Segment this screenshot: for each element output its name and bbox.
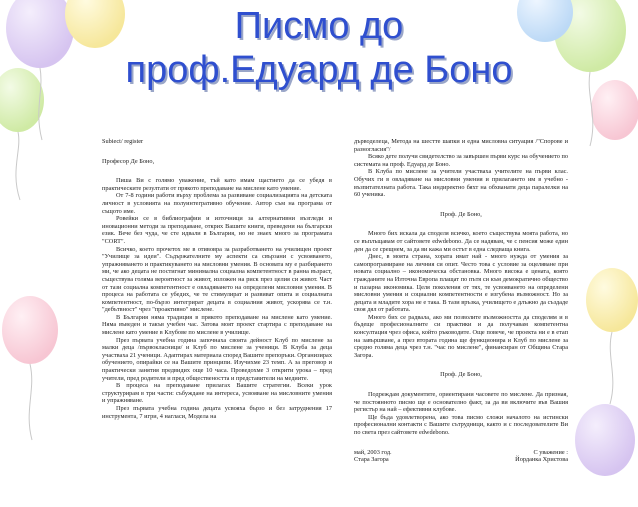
signature-left: Стара Загора xyxy=(354,456,389,464)
letter-paragraph: Ровейки се в библиографии и източници за алтернативни възгледи и иновационни методи за преподаване, открих Вашите книги, преведени на български език. Вече без чуда, че сте идвали в България, но не знаех много за програмата "CORT". xyxy=(102,215,332,245)
slide-title xyxy=(0,4,638,92)
letter-paragraph: Всичко, което прочетох ме в отивовра за разработването на училищен проект "Училище за идеи". Съдържателните му аспекти са свързани с усвояването, упражняването и практикуването на мисловни умения. В основата му е разбирането ми, че ако децата не постигнат минимална социална компетентност в ранна възраст, съществува голяма вероятност за живот, изложен на риск през целия си живот. Част от тази социална компетентност е овладяването на определени мисловни умения. В процеса на работата се убедих, че те стимулират и развиват опита и социалната компетентност, по-бързо интегрират децата в социалния живот, ускорява се т.н. "дебътвност" чрез "проактивно" мислене. xyxy=(102,245,332,314)
letter-left-column xyxy=(102,138,332,507)
letter-paragraph: Пиша Ви с голямо уважение, тъй като имам щастието да се убедя в практическите резултати от прякото преподаване на мислене като умение. xyxy=(102,177,332,192)
letter-paragraph: Ще бъда удовлетворена, ако това писмо сложи началото на истински професионални контакти с Вашите сътрудници, както и с последователите Ви по света през сайтовете edwdebono. xyxy=(354,413,568,436)
letter-paragraph: Днес, в моята страна, хората имат най - много нужда от умения за самопрограмиране на личния си опит. Често това с условие за оцеляване при новата социално – икономическа обстановка. Много висока е цената, която гражданите на Източна Европа плащат по пътя си към демократично общество и пазарна икономика. Целя поколения от тях, те усвояването на определени мисловни умения и социални компетентности е изгубена възможност. Но за децата и младите хора не е така. В тази връзка, училището е длъжно да създаде своя дял от работата. xyxy=(354,253,568,314)
letter-paragraph: Много бих искала да споделя всичко, което съществува моята работа, но се въплъщавам от сайтовете edwdebono. Да се надявам, че с пенсия може един ден да се срещнем, за да ви кажа ми остът в една следваща книга. xyxy=(354,230,568,253)
letter-paragraph: През първата учебна година децата усвояха бързо и без затруднения 17 инструмента, 7 игри, 4 нагласи, Модела на xyxy=(102,405,332,420)
title-line-2: проф.Едуард де Боно xyxy=(125,49,513,91)
signature-left: май, 2003 год. xyxy=(354,448,392,456)
letter-paragraph: Subiect/ register xyxy=(102,138,144,145)
letter-paragraph: В процеса на преподаване прилагах Вашите стратегии. Всеки урок структурирам в три части: събуждане на интереса, усвояване на мисловните умения и упражняване. xyxy=(102,382,332,405)
title-line-1: Писмо до xyxy=(234,5,404,47)
letter-paragraph: През първата учебна година започнаха своята дейност Клуб по мислене за малки деца /първокласници/ и Клуб по мислене за ученици. В Клуба за деца участваха 21 ученици. Адаптирах материала според Вашите препоръки. Организирах обучението, опирайки се на Вашите принципи. Изучихме 23 темп. А за преговор и практически занятия предвидих още 10 часа. Проведохме 3 открити урока – пред учители, пред родители и пред обществеността и представители на медиите. xyxy=(102,336,332,382)
signature-right: Йорданка Христова xyxy=(515,456,568,464)
letter-paragraph: Всяко дете получи свидетелство за завършен първи курс на обучението по системата на проф. Едуард де Боно. xyxy=(354,153,568,168)
letter-document xyxy=(96,128,574,507)
letter-paragraph: дърводелеца, Метода на шестте шапки и една мисловна ситуация /"Спорове и разногласия"/ xyxy=(354,138,568,153)
letter-paragraph: Професор Де Боно, xyxy=(102,157,155,165)
letter-paragraph: Много бих се радвала, ако ми позволите възможността да споделям и в бъдеще професионалните си практики и да получавам компетентна консултация чрез офиса, който ръководите. Още повече, че проекта ни е в етап на завършване, а през втората година ще функционира и Клуб по мислене за средно голяма деца чрез т.н. "час по мислене", финансиран от Община Стара Загора. xyxy=(354,313,568,359)
letter-paragraph: В България няма традиция в прякото преподаване на мислене като умение. Няма въведен и такъв учебен час. Затова моят проект стартира с преподаване на мислене като умение в Клубове по мислене в училище. xyxy=(102,313,332,337)
letter-right-column xyxy=(354,138,568,507)
letter-paragraph: Проф. Де Боно, xyxy=(440,371,482,379)
letter-paragraph: Проф. Де Боно, xyxy=(440,210,482,218)
signature-right: С уважение : xyxy=(533,448,568,456)
letter-paragraph: Подреждам документите, ориентирани часовете по мислене. Да призная, че постоянното писмо ще е основателно факт, за да ви включите във Вашия регистър на най – ефективни клубове. xyxy=(354,391,568,414)
signature-row xyxy=(354,456,568,464)
letter-paragraph: От 7-8 години работи върху проблема за развиване социализацията на детската личност в условията на полуинтегративно обучение. Автор съм на програма от същото име. xyxy=(102,192,332,215)
letter-paragraph: В Клуба по мислене за учители участваха учителите на първи клас. Обучих ги в овладяване на мисловни умения и прилагането им в учебно - възпитателната работа. Така индиректно бяхт на обхванати деца паралелки на 60 ученика. xyxy=(354,168,568,199)
